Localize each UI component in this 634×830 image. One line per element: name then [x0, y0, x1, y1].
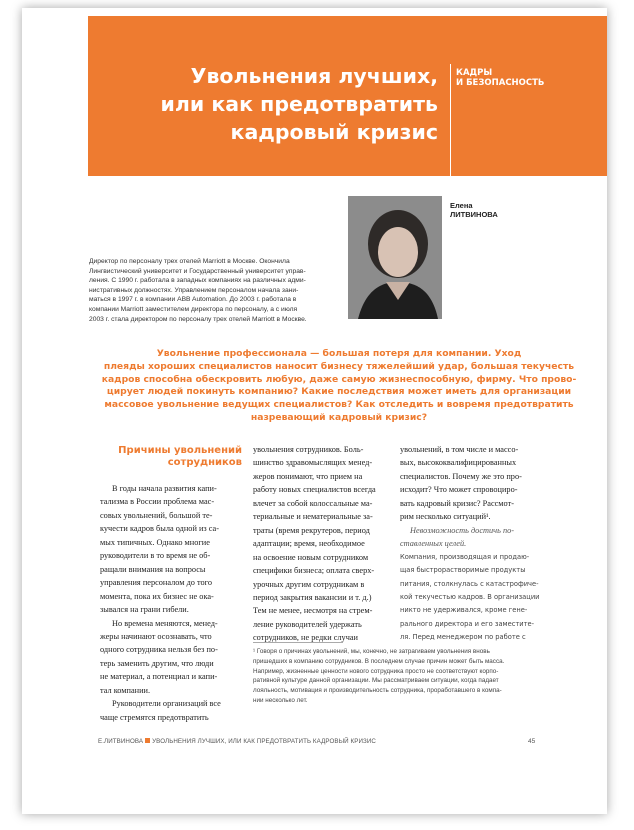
- bio-line: 2003 г. стала директором по персоналу трех отелей Marriott в Москве.: [89, 315, 307, 323]
- footer-title: УВОЛЬНЕНИЯ ЛУЧШИХ, ИЛИ КАК ПРЕДОТВРАТИТЬ КАДРОВЫЙ КРИЗИС: [152, 738, 376, 745]
- subheading-line: сотрудников: [167, 457, 242, 468]
- text-line: адаптации; время, необходимое: [253, 539, 365, 549]
- text-line: вых, высококвалифицированных: [400, 458, 517, 468]
- text-line: Тем не менее, несмотря на стрем-: [253, 606, 373, 616]
- text-line: рим несколько ситуаций¹.: [400, 512, 491, 522]
- text-line: питания, столкнулась с катастрофиче-: [400, 579, 539, 588]
- title-line: или как предотвратить: [160, 92, 438, 116]
- text-line: траты (время рекрутеров, период: [253, 525, 370, 535]
- text-line: работу новых специалистов всегда: [253, 485, 376, 495]
- running-footer: [98, 738, 376, 745]
- footnote-rule: [253, 642, 343, 643]
- text-line: Невозможность достичь по-: [410, 525, 515, 535]
- portrait-image: [348, 196, 442, 319]
- text-line: мых типичных. Однако многие: [100, 537, 210, 547]
- bio-line: Лингвистический университет и Государственный университет управ-: [89, 267, 306, 275]
- footnote-line: Например, жизненные ценности нового сотрудника просто не соответствуют корпо-: [253, 667, 499, 675]
- bio-line: маться в 1997 г. в компании ABB Automation. До 2003 г. работала в: [89, 296, 297, 304]
- author-name: [450, 201, 498, 219]
- text-column-2: [253, 443, 391, 645]
- text-column-3: [400, 443, 543, 645]
- footnote-line: ративной культуре данной организации. Мы рассматриваем ситуации, когда падает: [253, 677, 499, 685]
- footer-square-icon: [145, 738, 150, 743]
- text-line: вать кадровый кризис? Рассмот-: [400, 498, 514, 508]
- article-title: [78, 62, 438, 146]
- text-line: специфики бизнеса; оплата сверх-: [253, 566, 375, 576]
- text-line: ставленных целей.: [400, 539, 467, 549]
- text-line: период закрытия вакансии и т. д.): [253, 592, 372, 602]
- section-label-line: И БЕЗОПАСНОСТЬ: [456, 78, 545, 88]
- footnote-line: лояльность, мотивация и производительность сотрудника, проработавшего в компа-: [253, 687, 502, 695]
- subheading-line: Причины увольнений: [118, 445, 242, 456]
- text-line: урочных другим сотрудникам в: [253, 579, 365, 589]
- text-line: одного сотрудника нельзя без по-: [100, 645, 218, 655]
- footer-author: Е.ЛИТВИНОВА: [98, 738, 144, 745]
- author-photo: [348, 196, 442, 319]
- subheading: [94, 445, 242, 469]
- author-bio: [89, 257, 337, 324]
- text-line: зывался на грани гибели.: [100, 605, 189, 615]
- text-line: не материал, а потенциал и капи-: [100, 672, 218, 682]
- text-line: кой текучестью кадров. В организации: [400, 592, 540, 601]
- text-line: чаще стремятся предотвратить: [100, 712, 209, 722]
- text-line: увольнения сотрудников. Боль-: [253, 445, 364, 454]
- magazine-page: [22, 8, 607, 814]
- text-line: сотрудников, не редки случаи: [253, 633, 358, 643]
- text-line: исходит? Что может спровоциро-: [400, 485, 518, 495]
- lead-paragraph: [84, 348, 594, 425]
- lead-line: Увольнение профессионала — большая потеря для компании. Уход: [156, 348, 522, 359]
- text-line: ращали внимания на вопросы: [100, 564, 206, 574]
- text-line: совых увольнений, большой те-: [100, 510, 213, 520]
- case-heading: [400, 524, 543, 551]
- author-first-name: Елена: [450, 201, 473, 210]
- section-label: [456, 68, 544, 88]
- text-line: специалистов. Почему же это про-: [400, 471, 522, 481]
- lead-line: кадров способна обескровить любую, даже самую жизнеспособную, фирму. Что прово-: [101, 373, 577, 385]
- title-line: Увольнения лучших,: [190, 64, 438, 88]
- text-line: Компания, производящая и продаю-: [400, 552, 530, 561]
- lead-line: назревающий кадровый кризис?: [250, 411, 428, 423]
- text-line: руководители в то время не об-: [100, 551, 211, 561]
- lead-line: плеяды хороших специалистов наносит бизнесу тяжелейший удар, большая текучесть: [103, 360, 575, 372]
- lead-line: цирует людей покинуть компанию? Какие последствия может иметь для организации: [106, 386, 572, 398]
- page-number: 45: [528, 738, 536, 745]
- text-line: тализма в России проблема мас-: [100, 497, 215, 507]
- text-line: момента, пока их бизнес не ока-: [100, 591, 214, 601]
- title-line: кадровый кризис: [230, 120, 438, 144]
- text-line: щая быстрорастворимые продукты: [400, 566, 526, 575]
- footnote-line: пришедших в компанию сотрудников. В последнем случае причин может быть масса.: [253, 657, 505, 665]
- author-last-name: ЛИТВИНОВА: [450, 210, 498, 219]
- text-line: рального директора и его заместите-: [400, 619, 535, 628]
- text-line: териальные и нематериальные за-: [253, 512, 373, 522]
- text-line: на освоение новым сотрудником: [253, 552, 369, 562]
- bio-line: нистративных должностях. Управлением персоналом начала зани-: [89, 286, 299, 294]
- text-line: кучести кадров была одной из са-: [100, 524, 219, 534]
- text-line: никто не удерживался, кроме гене-: [400, 606, 528, 615]
- text-line: Но времена меняются, менед-: [112, 618, 218, 628]
- lead-line: массовое увольнение ведущих специалистов? Как отследить и вовремя предотвратить: [104, 399, 574, 411]
- bio-line: компании Marriott заместителем директора по персоналу, а с июля: [89, 305, 298, 313]
- text-line: жеры начинают осознавать, что: [100, 631, 212, 641]
- text-line: терь заменить другим, что люди: [100, 658, 214, 668]
- text-line: шинство здравомыслящих менед-: [253, 458, 373, 468]
- text-line: жеров понимают, что прием на: [253, 471, 363, 481]
- text-line: Руководители организаций все: [112, 699, 221, 709]
- case-text: [400, 551, 543, 645]
- banner-divider: [450, 64, 451, 176]
- text-column-1: [100, 482, 240, 724]
- footnote: [253, 647, 545, 706]
- text-line: тал компании.: [100, 685, 151, 695]
- text-line: ля. Перед менеджером по работе с: [400, 633, 526, 642]
- text-line: увольнений, в том числе и массо-: [400, 445, 519, 454]
- section-label-line: КАДРЫ: [456, 68, 493, 78]
- bio-line: ления. С 1990 г. работала в западных компаниях на различных адми-: [89, 277, 306, 285]
- footnote-line: ¹ Говоря о причинах увольнений, мы, конечно, не затрагиваем увольнения вновь: [253, 648, 490, 655]
- bio-line: Директор по персоналу трех отелей Marriott в Москве. Окончила: [89, 258, 290, 265]
- text-line: В годы начала развития капи-: [112, 484, 217, 493]
- text-line: ление руководителей удержать: [253, 619, 362, 629]
- text-line: влечет за собой колоссальные ма-: [253, 498, 373, 508]
- footnote-line: нии несколько лет.: [253, 696, 308, 704]
- text-line: управления персоналом до того: [100, 578, 213, 588]
